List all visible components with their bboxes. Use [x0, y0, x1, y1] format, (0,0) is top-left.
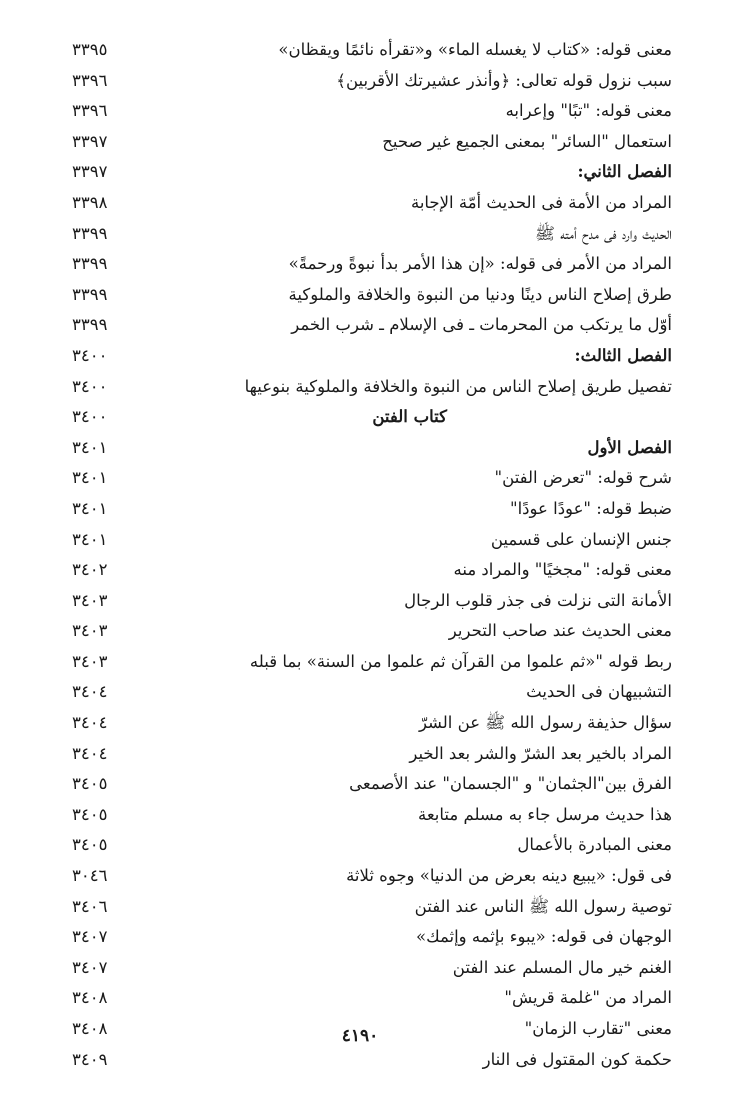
entry-page-number: ٣٤٠٠: [72, 345, 108, 365]
toc-entry: [72, 925, 672, 956]
entry-title: المراد من "غلمة قريش": [504, 988, 672, 1008]
toc-entry: [72, 528, 672, 559]
toc-entry: [72, 558, 672, 589]
entry-page-number: ٣٣٩٨: [72, 192, 108, 212]
toc-entry: [72, 956, 672, 987]
entry-page-number: ٣٤٠٨: [72, 988, 108, 1008]
entry-title: هذا حديث مرسل جاء به مسلم متابعة: [417, 804, 672, 824]
entry-title: تفصيل طريق إصلاح الناس من النبوة والخلافة والملوكية بنوعيها: [244, 376, 672, 396]
table-of-contents: [72, 38, 672, 1078]
entry-page-number: ٣٤٠٣: [72, 590, 108, 610]
entry-page-number: ٣٤٠١: [72, 437, 108, 457]
entry-title: سؤال حذيفة رسول الله ﷺ عن الشرّ: [418, 713, 672, 733]
entry-title: استعمال "السائر" بمعنى الجميع غير صحيح: [382, 131, 672, 151]
entry-title: الفصل الثالث:: [574, 345, 672, 365]
toc-entry: [72, 191, 672, 222]
entry-page-number: ٣٣٩٩: [72, 315, 108, 335]
entry-page-number: ٣٤٠٥: [72, 804, 108, 824]
entry-title: التشبيهان فى الحديث: [526, 682, 672, 702]
toc-entry: [72, 252, 672, 283]
toc-entry: [72, 680, 672, 711]
entry-title: الأمانة التى نزلت فى جذر قلوب الرجال: [404, 590, 672, 610]
entry-title: حكمة كون المقتول فى النار: [482, 1049, 672, 1069]
entry-page-number: ٣٣٩٩: [72, 254, 108, 274]
entry-title: معنى "تقارب الزمان": [524, 1019, 672, 1038]
toc-entry: [72, 1048, 672, 1079]
entry-title: معنى قوله: "تبًا" وإعرابه: [505, 101, 672, 121]
entry-title: الفرق بين"الجثمان" و "الجسمان" عند الأصمعى: [349, 774, 672, 794]
entry-page-number: ٣٣٩٥: [72, 40, 108, 59]
entry-page-number: ٣٣٩٧: [72, 162, 108, 182]
toc-entry: [72, 650, 672, 681]
toc-entry: [72, 986, 672, 1017]
toc-entry: [72, 742, 672, 773]
toc-entry: [72, 619, 672, 650]
entry-title: سبب نزول قوله تعالى: ﴿وأنذر عشيرتك الأقربين﴾: [336, 70, 672, 90]
entry-page-number: ٣٣٩٦: [72, 70, 108, 90]
entry-title: معنى قوله: «كتاب لا يغسله الماء» و«تقرأه نائمًا ويقظان»: [278, 40, 672, 59]
entry-title: شرح قوله: "تعرض الفتن": [494, 468, 672, 488]
toc-entry: [72, 711, 672, 742]
toc-entry: [72, 833, 672, 864]
section-heading-row: [72, 344, 672, 375]
entry-title: المراد من الأمة فى الحديث أمّة الإجابة: [410, 192, 672, 212]
entry-page-number: ٣٤٠٥: [72, 774, 108, 794]
entry-page-number: ٣٣٩٩: [72, 284, 108, 304]
entry-title: ضبط قوله: "عودًا عودًا": [509, 498, 672, 518]
toc-entry: [72, 466, 672, 497]
entry-title: فى قول: «يبيع دينه بعرض من الدنيا» وجوه ثلاثة: [346, 866, 672, 886]
entry-page-number: ٣٤٠٧: [72, 957, 108, 977]
entry-page-number: ٣٤٠٤: [72, 713, 108, 733]
toc-entry: [72, 864, 672, 895]
toc-entry: [72, 69, 672, 100]
entry-page-number: ٣٤٠٨: [72, 1019, 108, 1038]
entry-page-number: ٣٤٠٤: [72, 682, 108, 702]
toc-entry: [72, 589, 672, 620]
entry-title: ربط قوله "«ثم علموا من القرآن ثم علموا من السنة» بما قبله: [249, 651, 672, 671]
entry-title: الغنم خير مال المسلم عند الفتن: [452, 957, 672, 977]
entry-title: الفصل الثاني:: [577, 162, 672, 182]
entry-page-number: ٣٤٠٢: [72, 560, 108, 580]
entry-page-number: ٣٣٩٦: [72, 101, 108, 121]
section-heading-row: [72, 160, 672, 191]
entry-page-number: ٣٤٠٥: [72, 835, 108, 855]
entry-title: توصية رسول الله ﷺ الناس عند الفتن: [414, 896, 672, 916]
entry-page-number: ٣٤٠٤: [72, 743, 108, 763]
entry-title: جنس الإنسان على قسمين: [490, 529, 672, 549]
entry-page-number: ٣٠٤٦: [72, 866, 108, 886]
toc-entry: [72, 222, 672, 253]
entry-title: المراد بالخير بعد الشرّ والشر بعد الخير: [409, 743, 672, 763]
entry-page-number: ٣٤٠٣: [72, 621, 108, 641]
book-heading-row: [72, 405, 672, 436]
toc-entry: [72, 772, 672, 803]
page-number: ٤١٩٠: [341, 1026, 379, 1046]
entry-title: معنى قوله: "مجخيًا" والمراد منه: [453, 560, 672, 580]
entry-title: معنى المبادرة بالأعمال: [517, 835, 672, 855]
toc-entry: [72, 38, 672, 69]
entry-page-number: ٣٤٠٠: [72, 376, 108, 396]
entry-page-number: ٣٤٠٧: [72, 927, 108, 947]
section-heading-row: [72, 436, 672, 467]
toc-entry: [72, 895, 672, 926]
entry-page-number: ٣٣٩٩: [72, 223, 108, 243]
toc-entry: [72, 497, 672, 528]
entry-title: الوجهان فى قوله: «يبوء بإثمه وإثمك»: [415, 927, 672, 947]
entry-title: المراد من الأمر فى قوله: «إن هذا الأمر بدأ نبوةً ورحمةً»: [288, 254, 672, 274]
toc-entry: [72, 99, 672, 130]
toc-entry: [72, 313, 672, 344]
toc-entry: [72, 130, 672, 161]
entry-page-number: ٣٤٠١: [72, 529, 108, 549]
toc-entry: [72, 283, 672, 314]
entry-page-number: ٣٤٠٠: [72, 407, 108, 427]
entry-title: الفصل الأول: [587, 437, 672, 457]
entry-title: أوّل ما يرتكب من المحرمات ـ فى الإسلام ـ شرب الخمر: [291, 315, 672, 335]
entry-page-number: ٣٤٠٣: [72, 651, 108, 671]
entry-page-number: ٣٣٩٧: [72, 131, 108, 151]
entry-title: الحديث وارد فى مدح أمته ﷺ: [535, 223, 672, 243]
toc-entry: [72, 375, 672, 406]
entry-title: طرق إصلاح الناس دينًا ودنيا من النبوة والخلافة والملوكية: [288, 284, 672, 304]
entry-page-number: ٣٤٠٦: [72, 896, 108, 916]
entry-title: معنى الحديث عند صاحب التحرير: [448, 621, 672, 641]
toc-entry: [72, 803, 672, 834]
entry-page-number: ٣٤٠١: [72, 468, 108, 488]
entry-page-number: ٣٤٠٩: [72, 1049, 108, 1069]
entry-title: كتاب الفتن: [372, 407, 447, 427]
entry-page-number: ٣٤٠١: [72, 498, 108, 518]
